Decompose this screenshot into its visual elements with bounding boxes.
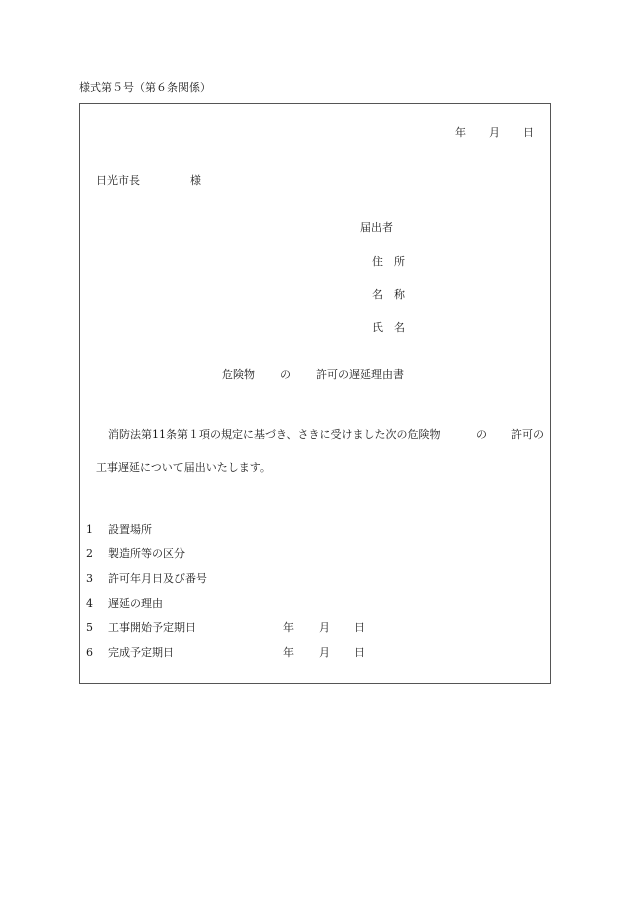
body-line1-part2: の: [476, 428, 487, 441]
form-number: 様式第５号（第６条関係）: [79, 81, 211, 94]
title-part1: 危険物: [222, 368, 255, 381]
completion-date-year: 年: [283, 646, 294, 659]
body-line1-part1: 消防法第11条第１項の規定に基づき、さきに受けました次の危険物: [108, 428, 441, 441]
item-number: 3: [86, 572, 93, 585]
item-label-facility-type: 製造所等の区分: [108, 547, 185, 560]
item-number: 5: [86, 621, 93, 634]
date-month-label: 月: [489, 126, 500, 139]
title-part2: の: [280, 368, 291, 381]
item-number: 2: [86, 547, 93, 560]
item-label-delay-reason: 遅延の理由: [108, 597, 163, 610]
completion-date-day: 日: [354, 646, 365, 659]
item-number: 6: [86, 646, 93, 659]
item-number: 1: [86, 523, 93, 536]
title-part3: 許可の遅延理由書: [316, 368, 404, 381]
notifier-name-label: 名 称: [372, 288, 405, 301]
date-day-label: 日: [523, 126, 534, 139]
item-label-location: 設置場所: [108, 523, 152, 536]
addressee-name: 日光市長: [96, 174, 140, 187]
item-label-permit-date-number: 許可年月日及び番号: [108, 572, 207, 585]
body-line1-part3: 許可の: [511, 428, 544, 441]
notifier-person-label: 氏 名: [372, 321, 405, 334]
start-date-year: 年: [283, 621, 294, 634]
item-label-start-date: 工事開始予定期日: [108, 621, 196, 634]
item-label-completion-date: 完成予定期日: [108, 646, 174, 659]
start-date-month: 月: [319, 621, 330, 634]
notifier-address-label: 住 所: [372, 255, 405, 268]
body-line2: 工事遅延について届出いたします。: [96, 461, 271, 474]
item-number: 4: [86, 597, 93, 610]
notifier-heading: 届出者: [360, 221, 393, 234]
completion-date-month: 月: [319, 646, 330, 659]
start-date-day: 日: [354, 621, 365, 634]
addressee-honorific: 様: [190, 174, 201, 187]
date-year-label: 年: [455, 126, 466, 139]
